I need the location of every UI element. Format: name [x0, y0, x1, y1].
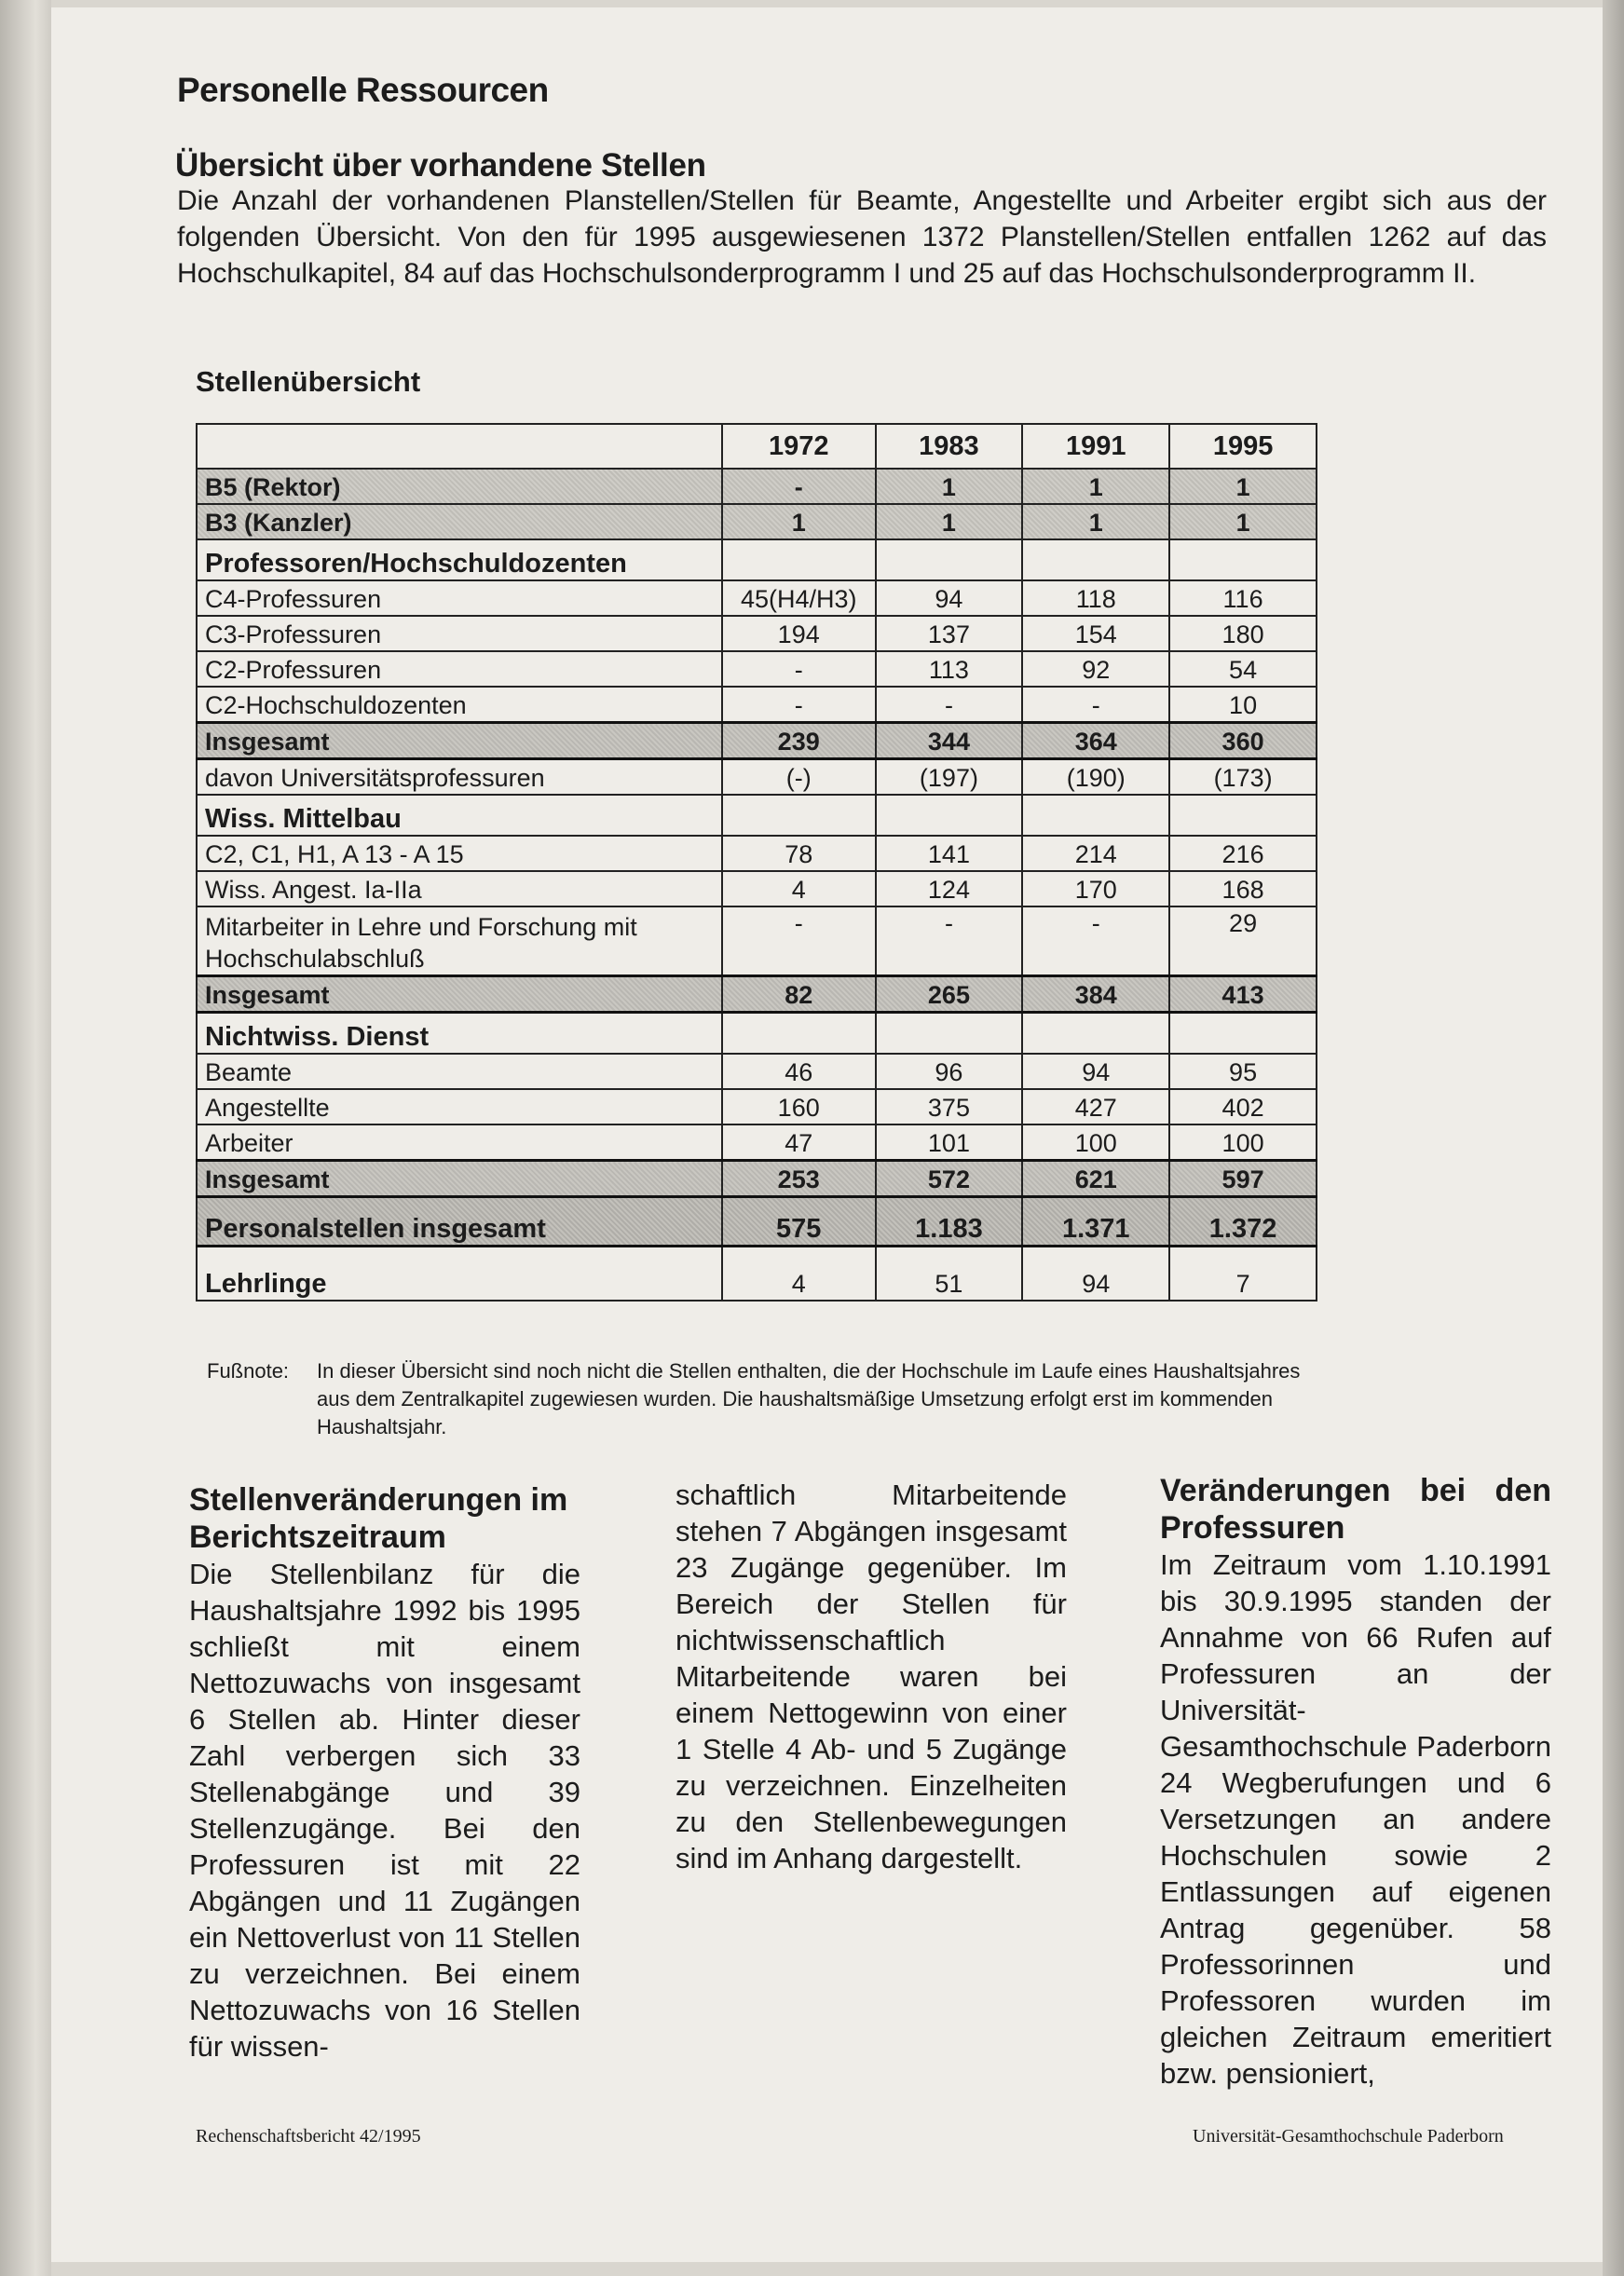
blank-cell [1169, 539, 1317, 580]
cell: - [1022, 906, 1169, 976]
cell: 168 [1169, 871, 1317, 906]
row-label: B5 (Rektor) [197, 469, 722, 504]
table-row [197, 759, 1317, 796]
row-label: Personalstellen insgesamt [197, 1197, 722, 1247]
table-row [197, 1089, 1317, 1124]
table-row [197, 1124, 1317, 1161]
table-row [197, 906, 1317, 976]
cell: 95 [1169, 1054, 1317, 1089]
cell: 265 [876, 976, 1023, 1013]
cell: 96 [876, 1054, 1023, 1089]
cell: 1.183 [876, 1197, 1023, 1247]
cell: 113 [876, 651, 1023, 687]
year-header: 1995 [1169, 424, 1317, 469]
footnote-key: Fußnote: [207, 1359, 290, 1383]
cell: (173) [1169, 759, 1317, 796]
table-row [197, 469, 1317, 504]
cell: - [722, 651, 876, 687]
book-spine-shadow [0, 0, 51, 2276]
row-label: Insgesamt [197, 976, 722, 1013]
subtotal-row [197, 723, 1317, 759]
blank-cell [876, 539, 1023, 580]
group-heading-row [197, 539, 1317, 580]
footnote-text: In dieser Übersicht sind noch nicht die Stellen enthalten, die der Hochschule im Laufe eines Haushaltsjahres aus dem Zentralkapitel zugewiesen wurden. Die haushaltsmäßige Umsetzung erfolgt erst im kommenden Haushaltsjahr. [317, 1359, 1301, 1438]
row-label: C2, C1, H1, A 13 - A 15 [197, 836, 722, 871]
subtotal-row [197, 1161, 1317, 1197]
cell: - [876, 687, 1023, 723]
cell: - [722, 906, 876, 976]
cell: 1 [1022, 469, 1169, 504]
blank-cell [1022, 1013, 1169, 1055]
year-header: 1972 [722, 424, 876, 469]
cell: (190) [1022, 759, 1169, 796]
row-label: Insgesamt [197, 1161, 722, 1197]
column-3 [1160, 1472, 1551, 2092]
group-heading-row [197, 795, 1317, 836]
blank-cell [876, 1013, 1023, 1055]
row-label: davon Universitätsprofessuren [197, 759, 722, 796]
cell: 253 [722, 1161, 876, 1197]
column-text: Die Stellenbilanz für die Haushaltsjahre 1992 bis 1995 schließt mit einem Nettozuwachs von insgesamt 6 Stellen ab. Hinter dieser Zahl verbergen sich 33 Stellenabgänge und 39 Stellenzugänge. Bei den Professuren ist mit 22 Abgängen und 11 Zugängen ein Nettoverlust von 11 Stellen zu verzeichnen. Bei einem Nettozuwachs von 16 Stellen für wissen- [189, 1558, 580, 2063]
cell: 180 [1169, 616, 1317, 651]
row-label: Mitarbeiter in Lehre und Forschung mit Hochschulabschluß [197, 906, 722, 976]
table-row [197, 580, 1317, 616]
group-heading-row [197, 1013, 1317, 1055]
cell: 572 [876, 1161, 1023, 1197]
cell: (197) [876, 759, 1023, 796]
page-edge [1603, 0, 1624, 2276]
blank-cell [876, 795, 1023, 836]
cell: 344 [876, 723, 1023, 759]
cell: 597 [1169, 1161, 1317, 1197]
row-label: Angestellte [197, 1089, 722, 1124]
blank-cell [722, 795, 876, 836]
cell: 1 [1169, 469, 1317, 504]
cell: 4 [722, 1247, 876, 1302]
table-row [197, 687, 1317, 723]
group-heading: Nichtwiss. Dienst [197, 1013, 722, 1055]
blank-cell [1169, 1013, 1317, 1055]
cell: 4 [722, 871, 876, 906]
intro-paragraph: Die Anzahl der vorhandenen Planstellen/Stellen für Beamte, Angestellte und Arbeiter ergibt sich aus der folgenden Übersicht. Von den für 1995 ausgewiesenen 1372 Planstellen/Stellen entfallen 1262 auf das Hochschulkapitel, 84 auf das Hochschulsonderprogramm I und 25 auf das Hochschulsonderprogramm II. [177, 185, 1547, 289]
cell: 160 [722, 1089, 876, 1124]
column-text: schaftlich Mitarbeitende stehen 7 Abgängen insgesamt 23 Zugänge gegenüber. Im Bereich der Stellen für nichtwissenschaftlich Mitarbeitende waren bei einem Nettogewinn von einer 1 Stelle 4 Ab- und 5 Zugänge zu verzeichnen. Einzelheiten zu den Stellenbewegungen sind im Anhang dargestellt. [676, 1479, 1067, 1874]
table-header-row [197, 424, 1317, 469]
cell: 375 [876, 1089, 1023, 1124]
running-footer-right: Universität-Gesamthochschule Paderborn [1193, 2126, 1504, 2147]
staff-table [196, 423, 1317, 1302]
row-label: C2-Hochschuldozenten [197, 687, 722, 723]
cell: 45(H4/H3) [722, 580, 876, 616]
cell: 214 [1022, 836, 1169, 871]
table-row [197, 504, 1317, 539]
cell: 384 [1022, 976, 1169, 1013]
cell: 78 [722, 836, 876, 871]
cell: 1 [1169, 504, 1317, 539]
cell: 29 [1169, 906, 1317, 976]
row-label: Insgesamt [197, 723, 722, 759]
cell: 1 [876, 469, 1023, 504]
subsection-title: Übersicht über vorhandene Stellen [175, 147, 706, 184]
table-row [197, 616, 1317, 651]
cell: 46 [722, 1054, 876, 1089]
blank-cell [722, 1013, 876, 1055]
row-label: Wiss. Angest. Ia-IIa [197, 871, 722, 906]
blank-cell [1169, 795, 1317, 836]
cell: 100 [1022, 1124, 1169, 1161]
section-title: Personelle Ressourcen [177, 71, 549, 109]
cell: 170 [1022, 871, 1169, 906]
cell: 427 [1022, 1089, 1169, 1124]
cell: 124 [876, 871, 1023, 906]
cell: 1 [722, 504, 876, 539]
group-heading: Wiss. Mittelbau [197, 795, 722, 836]
cell: 94 [1022, 1247, 1169, 1302]
year-header: 1983 [876, 424, 1023, 469]
cell: 118 [1022, 580, 1169, 616]
cell: (-) [722, 759, 876, 796]
header-blank [197, 424, 722, 469]
cell: 1 [1022, 504, 1169, 539]
cell: 100 [1169, 1124, 1317, 1161]
row-label: B3 (Kanzler) [197, 504, 722, 539]
row-label: C2-Professuren [197, 651, 722, 687]
cell: 216 [1169, 836, 1317, 871]
column-text: Im Zeitraum vom 1.10.1991 bis 30.9.1995 standen der Annahme von 66 Rufen auf Professuren an der Universität-Gesamthochschule Paderborn 24 Wegberufungen und 6 Versetzungen an andere Hochschulen sowie 2 Entlassungen auf eigenen Antrag gegenüber. 58 Professorinnen und Professoren wurden im gleichen Zeitraum emeritiert bzw. pensioniert, [1160, 1548, 1551, 2090]
running-footer-left: Rechenschaftsbericht 42/1995 [196, 2126, 421, 2147]
cell: 360 [1169, 723, 1317, 759]
cell: 364 [1022, 723, 1169, 759]
row-label: Arbeiter [197, 1124, 722, 1161]
cell: 94 [876, 580, 1023, 616]
group-heading: Professoren/Hochschuldozenten [197, 539, 722, 580]
column-2 [676, 1477, 1067, 1876]
cell: 54 [1169, 651, 1317, 687]
cell: 239 [722, 723, 876, 759]
row-label: C4-Professuren [197, 580, 722, 616]
cell: 94 [1022, 1054, 1169, 1089]
cell: 621 [1022, 1161, 1169, 1197]
blank-cell [1022, 795, 1169, 836]
row-label: Beamte [197, 1054, 722, 1089]
cell: 194 [722, 616, 876, 651]
cell: 47 [722, 1124, 876, 1161]
cell: 1.371 [1022, 1197, 1169, 1247]
cell: - [722, 469, 876, 504]
table-row [197, 836, 1317, 871]
cell: 413 [1169, 976, 1317, 1013]
subtotal-row [197, 976, 1317, 1013]
cell: 402 [1169, 1089, 1317, 1124]
cell: 82 [722, 976, 876, 1013]
cell: 154 [1022, 616, 1169, 651]
row-label: C3-Professuren [197, 616, 722, 651]
cell: 51 [876, 1247, 1023, 1302]
table-row [197, 871, 1317, 906]
column-heading: Stellenveränderungen im Berichtszeitraum [189, 1482, 568, 1555]
cell: - [876, 906, 1023, 976]
cell: 7 [1169, 1247, 1317, 1302]
cell: 137 [876, 616, 1023, 651]
grand-total-row [197, 1197, 1317, 1247]
year-header: 1991 [1022, 424, 1169, 469]
cell: 116 [1169, 580, 1317, 616]
cell: 10 [1169, 687, 1317, 723]
cell: 101 [876, 1124, 1023, 1161]
row-label: Lehrlinge [197, 1247, 722, 1302]
cell: 92 [1022, 651, 1169, 687]
blank-cell [1022, 539, 1169, 580]
table-title: Stellenübersicht [196, 365, 421, 398]
column-heading: Veränderungen bei den Professuren [1160, 1473, 1551, 1546]
column-1 [189, 1481, 580, 2065]
cell: 575 [722, 1197, 876, 1247]
cell: 141 [876, 836, 1023, 871]
cell: - [722, 687, 876, 723]
cell: - [1022, 687, 1169, 723]
blank-cell [722, 539, 876, 580]
cell: 1 [876, 504, 1023, 539]
table-row [197, 1054, 1317, 1089]
cell: 1.372 [1169, 1197, 1317, 1247]
table-row [197, 651, 1317, 687]
table-row [197, 1247, 1317, 1302]
